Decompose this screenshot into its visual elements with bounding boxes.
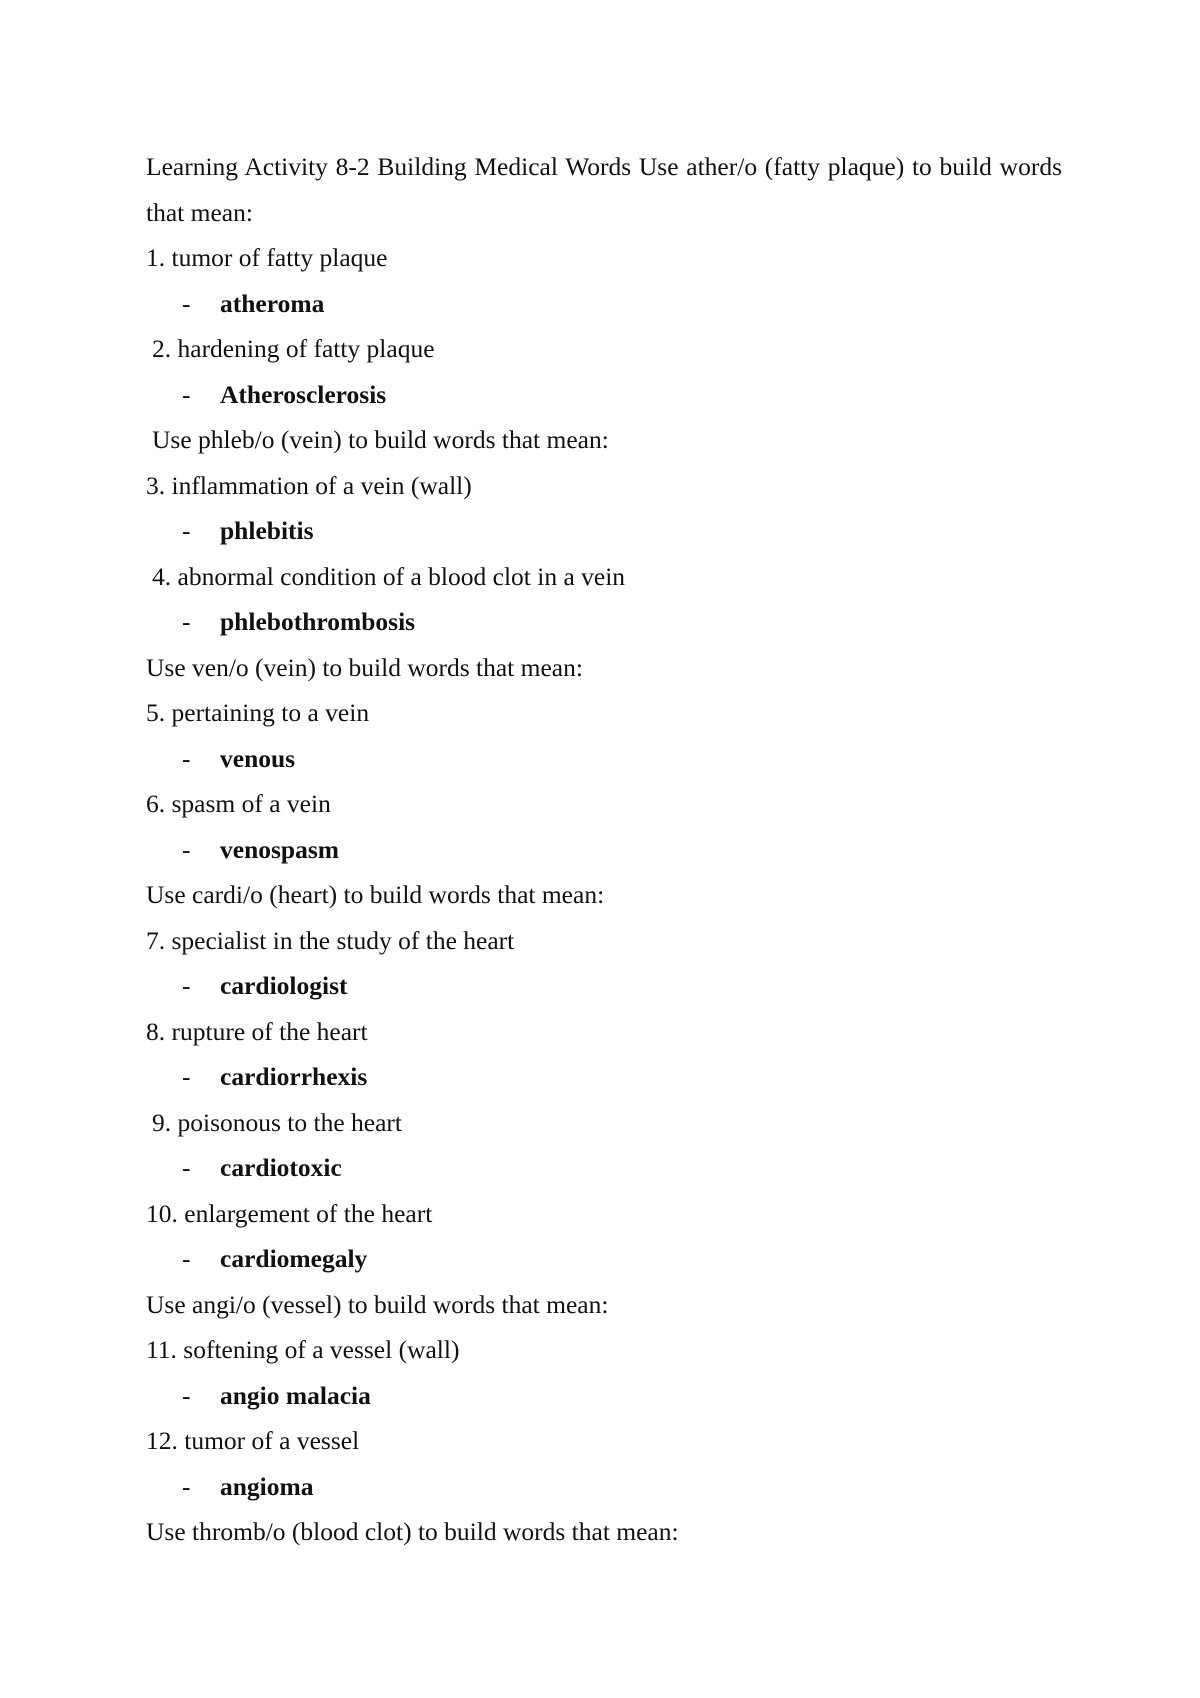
answer-dash: -: [182, 1244, 191, 1273]
answer-line: [146, 736, 1062, 782]
answer-dash: -: [182, 1471, 191, 1501]
section-instruction: Use cardi/o (heart) to build words that mean:: [146, 880, 605, 909]
section-instruction: Use thromb/o (blood clot) to build words that mean:: [146, 1517, 679, 1546]
answer-dash: -: [182, 379, 191, 409]
answer-text: angio malacia: [220, 1380, 371, 1410]
answer-dash: -: [182, 743, 191, 773]
answer-dash: -: [182, 834, 191, 864]
answer-dash: -: [182, 1062, 191, 1091]
question-line: 5. pertaining to a vein: [146, 698, 370, 727]
question-line: 10. enlargement of the heart: [146, 1198, 433, 1228]
answer-line: [146, 281, 1062, 327]
answer-text: Atherosclerosis: [220, 379, 387, 409]
answer-line: [146, 1145, 1062, 1191]
answer-text: atheroma: [220, 288, 325, 318]
answer-text: cardiologist: [220, 971, 348, 1000]
question-line: 7. specialist in the study of the heart: [146, 925, 515, 955]
question-line: 1. tumor of fatty plaque: [146, 243, 388, 272]
exercise-list: [146, 235, 1062, 1555]
answer-text: cardiomegaly: [220, 1244, 368, 1273]
answer-line: [146, 1054, 1062, 1100]
answer-line: [146, 599, 1062, 645]
question-line: 4. abnormal condition of a blood clot in a vein: [152, 561, 626, 591]
section-instruction: Use phleb/o (vein) to build words that mean:: [152, 425, 609, 454]
answer-line: [146, 1373, 1062, 1419]
answer-text: cardiotoxic: [220, 1153, 342, 1182]
answer-text: phlebitis: [220, 516, 314, 545]
answer-dash: -: [182, 971, 191, 1000]
question-line: 2. hardening of fatty plaque: [152, 334, 435, 363]
question-line: 11. softening of a vessel (wall): [146, 1335, 460, 1364]
section-instruction: Use ven/o (vein) to build words that mean:: [146, 652, 583, 682]
answer-dash: -: [182, 1153, 191, 1182]
question-line: 3. inflammation of a vein (wall): [146, 470, 472, 500]
answer-dash: -: [182, 1380, 191, 1410]
answer-dash: -: [182, 288, 191, 318]
document-body: [146, 144, 1062, 1555]
answer-text: cardiorrhexis: [220, 1062, 368, 1091]
answer-dash: -: [182, 516, 191, 545]
answer-line: [146, 827, 1062, 873]
activity-intro: Learning Activity 8-2 Building Medical Words Use ather/o (fatty plaque) to build words that mean:: [146, 152, 1062, 227]
answer-dash: -: [182, 607, 191, 636]
answer-line: [146, 1464, 1062, 1510]
answer-line: [146, 508, 1062, 554]
answer-text: venospasm: [220, 834, 340, 864]
answer-line: [146, 1236, 1062, 1282]
question-line: 6. spasm of a vein: [146, 789, 331, 818]
question-line: 9. poisonous to the heart: [152, 1107, 403, 1137]
answer-line: [146, 963, 1062, 1009]
answer-text: venous: [220, 743, 296, 773]
answer-line: [146, 372, 1062, 418]
answer-text: phlebothrombosis: [220, 607, 416, 636]
question-line: 12. tumor of a vessel: [146, 1426, 360, 1455]
question-line: 8. rupture of the heart: [146, 1016, 368, 1046]
answer-text: angioma: [220, 1471, 314, 1501]
section-instruction: Use angi/o (vessel) to build words that mean:: [146, 1289, 609, 1319]
